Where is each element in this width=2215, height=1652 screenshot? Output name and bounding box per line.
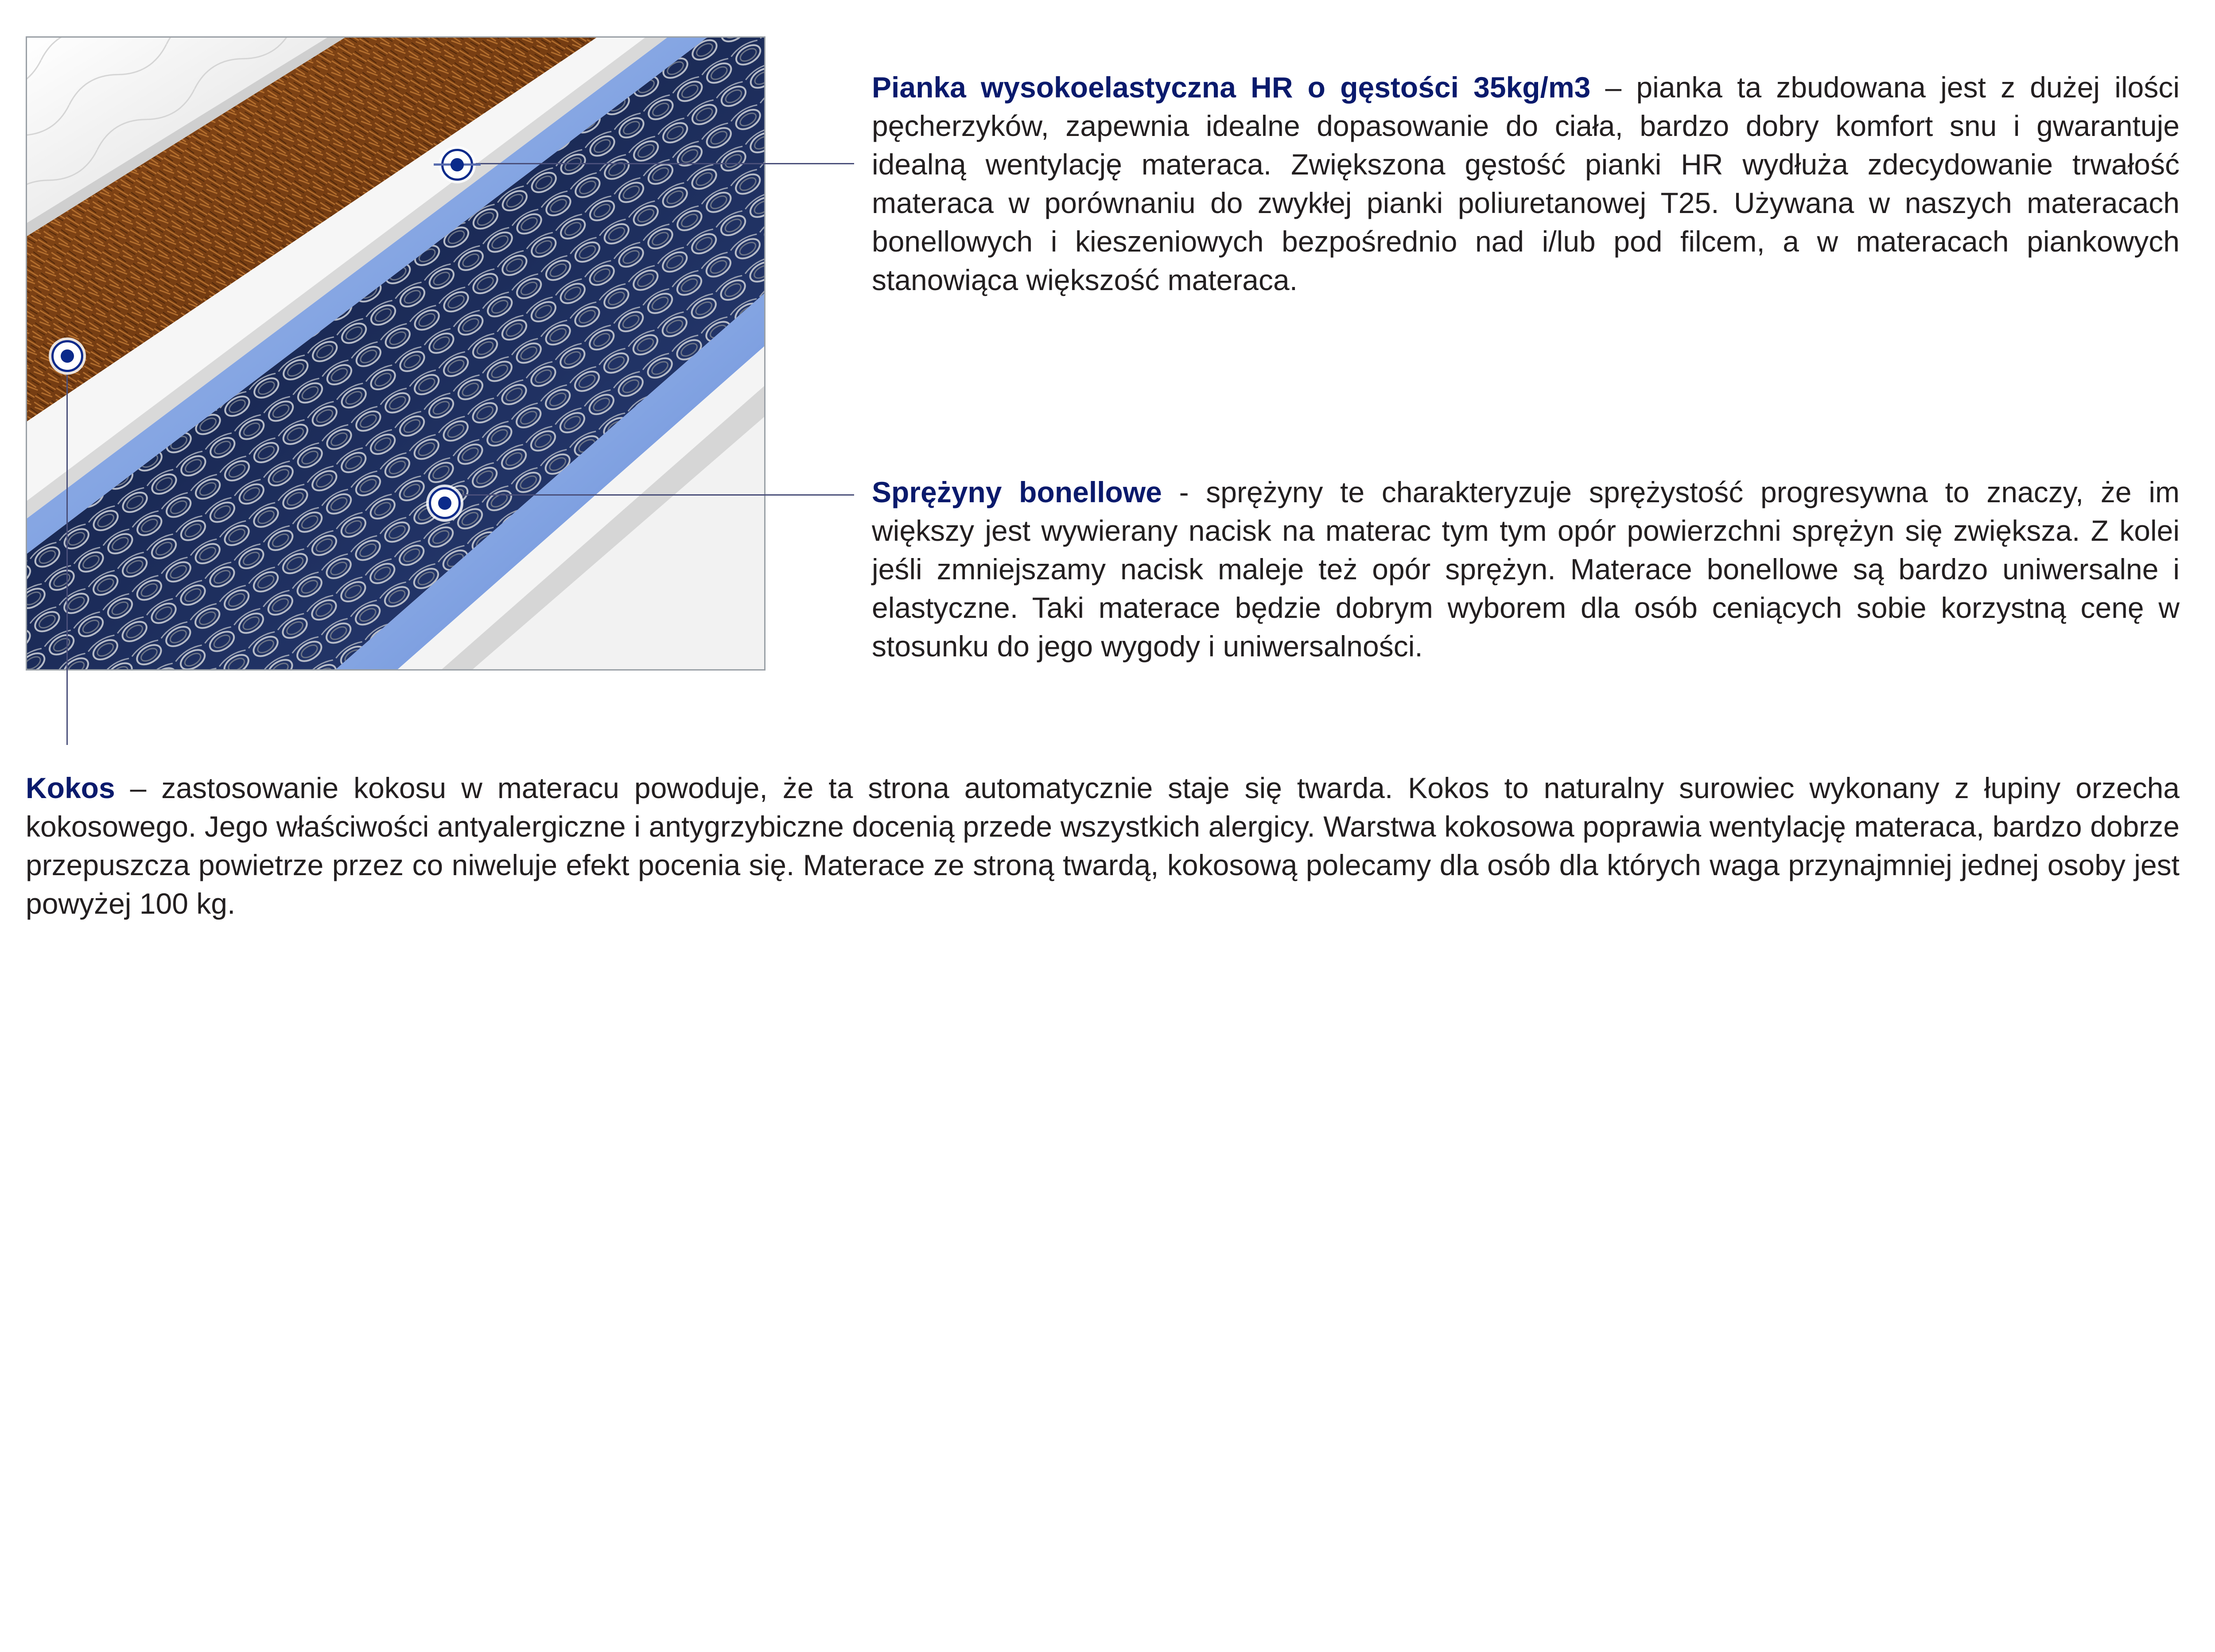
leader-line-kokos [66, 363, 68, 745]
marker-pianka-icon [441, 149, 473, 181]
text-sprezyny: - sprężyny te charakteryzuje sprężystość progresywna to znaczy, że im większy jest wywierany nacisk na materac tym tym opór powierzchni sprężyn się zwiększa. Z kolei jeśli zmniejszamy nacisk maleje też opór sprężyn. Materace bonellowe są bardzo uniwersalne i elastyczne. Taki materace będzie dobrym wyborem dla osób ceniących sobie korzystną cenę w stosunku do jego wygody i uniwersalności. [872, 476, 2180, 663]
description-sprezyny [872, 473, 2180, 666]
leader-line-sprezyny [445, 494, 854, 496]
description-kokos [26, 769, 2180, 923]
description-pianka [872, 68, 2180, 299]
leader-line-pianka [456, 163, 854, 164]
marker-kokos-icon [51, 340, 83, 372]
text-kokos: – zastosowanie kokosu w materacu powoduje, że ta strona automatycznie staje się twarda. Kokos to naturalny surowiec wykonany z łupiny orzecha kokosowego. Jego właściwości antyalergiczne i antygrzybiczne docenią przede wszystkich alergicy. Warstwa kokosowa poprawia wentylację materaca, bardzo dobrze przepuszcza powietrze przez co niweluje efekt pocenia się. Materace ze stroną twardą, kokosową polecamy dla osób dla których waga przynajmniej jednej osoby jest powyżej 100 kg. [26, 772, 2180, 920]
term-sprezyny: Sprężyny bonellowe [872, 476, 1162, 508]
mattress-cross-section-image [26, 36, 766, 671]
text-pianka: – pianka ta zbudowana jest z dużej ilości pęcherzyków, zapewnia idealne dopasowanie do ciała, bardzo dobry komfort snu i gwarantuje idealną wentylację materaca. Zwiększona gęstość pianki HR wydłuża zdecydowanie trwałość materaca w porównaniu do zwykłej pianki poliuretanowej T25. Używana w naszych materacach bonellowych i kieszeniowych bezpośrednio nad i/lub pod filcem, a w materacach piankowych stanowiąca większość materaca. [872, 71, 2180, 296]
term-kokos: Kokos [26, 772, 115, 804]
term-pianka: Pianka wysokoelastyczna HR o gęstości 35kg/m3 [872, 71, 1591, 104]
marker-sprezyny-icon [429, 487, 461, 519]
mattress-layers-svg [27, 38, 764, 669]
